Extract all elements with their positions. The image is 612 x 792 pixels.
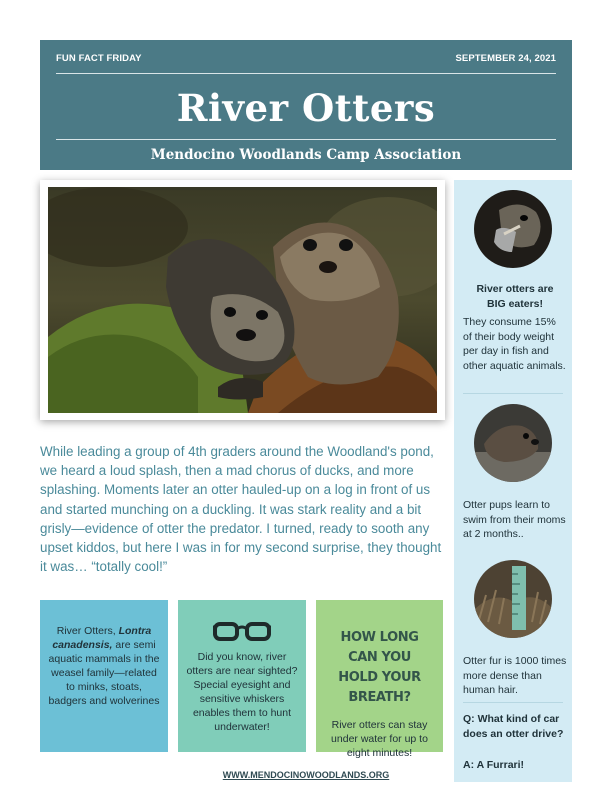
- story-paragraph: While leading a group of 4th graders around the Woodland's pond, we heard a loud splash, then a mad chorus of ducks, and more splashing. Moments later an otter hauled-up on a log in front of us and started munching on a duckling. It was stark reality and a bit grisly—evidence of otter the predator. I turned, ready to sooth any upset kiddos, but here I was in for my second surprise, they thought it was… “totally cool!”: [40, 444, 442, 575]
- page-title: River Otters: [176, 86, 436, 130]
- eaters-text: They consume 15% of their body weight per day in fish and other aquatic animals.: [463, 316, 566, 372]
- pups-text: Otter pups learn to swim from their moms at 2 months..: [463, 499, 566, 540]
- eaters-heading-line1: River otters are: [476, 283, 554, 295]
- hero-photo: [40, 180, 445, 420]
- fact-box-2-text: Did you know, river otters are near sighted? Special eyesight and sensitive whiskers enables them to hunt underwater!: [186, 651, 298, 733]
- breath-heading: [324, 628, 435, 708]
- eaters-heading-line2: BIG eaters!: [486, 297, 544, 310]
- header-divider-bottom: [56, 139, 556, 140]
- sidebar-divider: [463, 702, 563, 703]
- breath-heading-line2: HOLD YOUR BREATH?: [338, 670, 421, 705]
- sidebar-facts: [454, 180, 572, 782]
- fact-box-eyesight: [178, 600, 306, 752]
- otter-fur-photo: [474, 560, 552, 638]
- fact-box-3-text: River otters can stay under water for up to eight minutes!: [331, 719, 428, 759]
- header-divider-top: [56, 73, 556, 74]
- sidebar-divider: [463, 393, 563, 394]
- eyeglasses-icon: [213, 622, 271, 642]
- page-subtitle: Mendocino Woodlands Camp Association: [150, 147, 462, 163]
- series-tag: FUN FACT FRIDAY: [56, 53, 142, 64]
- otters-photo: [48, 187, 437, 413]
- breath-heading-line1: HOW LONG CAN YOU: [340, 630, 419, 665]
- fact-box-breath: [316, 600, 443, 759]
- fur-text: Otter fur is 1000 times more dense than human hair.: [463, 655, 567, 696]
- issue-date: SEPTEMBER 24, 2021: [455, 53, 556, 64]
- riddle-question: Q: What kind of car does an otter drive?: [463, 713, 564, 740]
- latin-name: Lontra canadensis,: [52, 625, 152, 651]
- fact-box-scientific-name: [40, 600, 168, 752]
- riddle-answer: A: A Furrari!: [463, 759, 525, 771]
- website-link[interactable]: WWW.MENDOCINOWOODLANDS.ORG: [222, 770, 390, 780]
- otter-eating-photo: [474, 190, 552, 268]
- fact-box-1-text-pre: River Otters,: [56, 625, 119, 637]
- eaters-heading: [463, 282, 567, 311]
- otter-pup-photo: [474, 404, 552, 482]
- fact-box-1-text-post: are semi aquatic mammals in the weasel family—related to minks, stoats, badgers and wolverines: [48, 639, 160, 707]
- header-banner: [40, 40, 572, 170]
